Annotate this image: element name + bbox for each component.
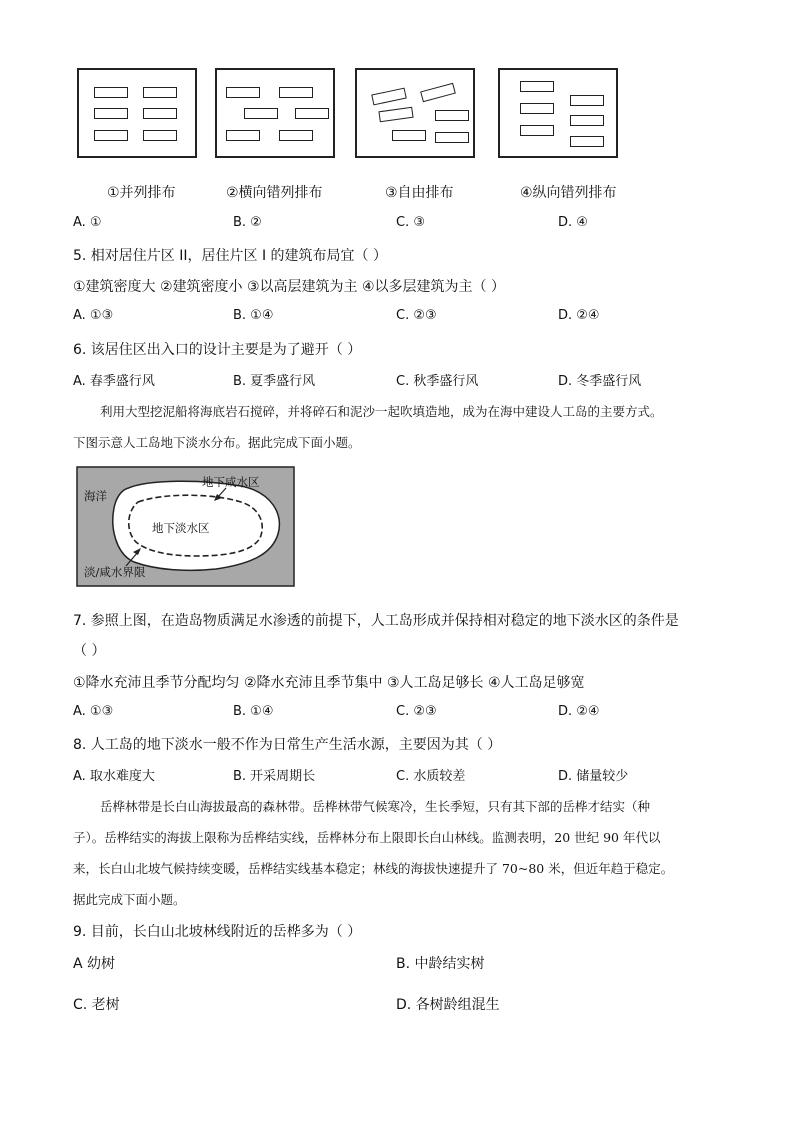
- building-block: [94, 130, 128, 141]
- building-block: [143, 87, 177, 98]
- label-saline-zone: 地下咸水区: [202, 475, 260, 489]
- q5-option-c[interactable]: C. ②③: [396, 308, 437, 323]
- building-block: [378, 107, 413, 123]
- q6-option-d[interactable]: D. 冬季盛行风: [558, 374, 642, 389]
- q5-option-a[interactable]: A. ①③: [73, 308, 114, 323]
- island-map-svg: [76, 466, 295, 587]
- passage-birch-line2: 子）。岳桦结实的海拔上限称为岳桦结实线，岳桦林分布上限即长白山林线。监测表明，20 世纪 90 年代以: [73, 830, 661, 845]
- building-block: [94, 87, 128, 98]
- q7-option-d[interactable]: D. ②④: [558, 704, 600, 719]
- q4-option-c[interactable]: C. ③: [396, 215, 425, 230]
- q4-option-b[interactable]: B. ②: [233, 215, 262, 230]
- building-block: [520, 125, 554, 136]
- layout-diagram-2: [215, 68, 335, 158]
- building-block: [226, 87, 260, 98]
- q7-stem-answer-blank: （ ）: [73, 643, 106, 659]
- building-block: [279, 130, 313, 141]
- q9-stem: 9. 目前，长白山北坡林线附近的岳桦多为（ ）: [73, 924, 362, 940]
- building-block: [520, 81, 554, 92]
- q7-statements: ①降水充沛且季节分配均匀 ②降水充沛且季节集中 ③人工岛足够长 ④人工岛足够宽: [73, 675, 585, 691]
- q7-option-b[interactable]: B. ①④: [233, 704, 274, 719]
- building-block: [435, 110, 469, 121]
- building-block: [520, 103, 554, 114]
- building-block: [392, 130, 426, 141]
- building-block: [420, 83, 456, 102]
- diagram-caption-3: ③自由排布: [385, 185, 454, 201]
- passage-island-line1: 利用大型挖泥船将海底岩石搅碎，并将碎石和泥沙一起吹填造地，成为在海中建设人工岛的主要方式。: [100, 404, 663, 419]
- q6-option-c[interactable]: C. 秋季盛行风: [396, 374, 479, 389]
- label-ocean: 海洋: [84, 489, 107, 503]
- passage-birch-line3: 来，长白山北坡气候持续变暖，岳桦结实线基本稳定；林线的海拔快速提升了 70~80 米，但近年趋于稳定。: [73, 861, 674, 876]
- q5-option-b[interactable]: B. ①④: [233, 308, 274, 323]
- building-block: [143, 108, 177, 119]
- diagram-caption-2: ②横向错列排布: [226, 185, 323, 201]
- q6-option-b[interactable]: B. 夏季盛行风: [233, 374, 316, 389]
- q9-option-b[interactable]: B. 中龄结实树: [396, 956, 485, 972]
- q4-option-a[interactable]: A. ①: [73, 215, 102, 230]
- q8-stem: 8. 人工岛的地下淡水一般不作为日常生产生活水源，主要因为其（ ）: [73, 737, 502, 753]
- label-boundary: 淡/咸水界限: [84, 565, 146, 579]
- building-block: [435, 132, 469, 143]
- building-block: [371, 88, 407, 106]
- building-block: [244, 108, 278, 119]
- q8-option-a[interactable]: A. 取水难度大: [73, 769, 155, 784]
- diagram-caption-1: ①并列排布: [107, 185, 176, 201]
- q9-option-d[interactable]: D. 各树龄组混生: [396, 997, 500, 1013]
- q7-stem: 7. 参照上图，在造岛物质满足水渗透的前提下，人工岛形成并保持相对稳定的地下淡水区的条件是: [73, 613, 679, 629]
- q6-stem: 6. 该居住区出入口的设计主要是为了避开（ ）: [73, 342, 362, 358]
- layout-diagram-1: [77, 68, 197, 158]
- building-block: [570, 115, 604, 126]
- q5-statements: ①建筑密度大 ②建筑密度小 ③以高层建筑为主 ④以多层建筑为主（ ）: [73, 279, 506, 295]
- building-block: [226, 130, 260, 141]
- diagram-caption-4: ④纵向错列排布: [520, 185, 617, 201]
- passage-birch-line4: 据此完成下面小题。: [73, 892, 186, 907]
- q6-option-a[interactable]: A. 春季盛行风: [73, 374, 155, 389]
- building-block: [570, 136, 604, 147]
- building-block: [295, 108, 329, 119]
- q7-option-a[interactable]: A. ①③: [73, 704, 114, 719]
- building-block: [570, 95, 604, 106]
- layout-diagram-4: [498, 68, 618, 158]
- q5-option-d[interactable]: D. ②④: [558, 308, 600, 323]
- building-block: [143, 130, 177, 141]
- q8-option-c[interactable]: C. 水质较差: [396, 769, 466, 784]
- building-block: [94, 108, 128, 119]
- passage-birch-line1: 岳桦林带是长白山海拔最高的森林带。岳桦林带气候寒冷，生长季短，只有其下部的岳桦才结实（种: [100, 799, 651, 814]
- building-block: [279, 87, 313, 98]
- label-fresh-zone: 地下淡水区: [152, 521, 210, 535]
- passage-island-line2: 下图示意人工岛地下淡水分布。据此完成下面小题。: [73, 435, 361, 450]
- q7-option-c[interactable]: C. ②③: [396, 704, 437, 719]
- q8-option-d[interactable]: D. 储量较少: [558, 769, 629, 784]
- q5-stem: 5. 相对居住片区 II，居住片区 I 的建筑布局宜（ ）: [73, 248, 387, 264]
- q8-option-b[interactable]: B. 开采周期长: [233, 769, 316, 784]
- island-groundwater-map: [76, 466, 295, 587]
- q4-option-d[interactable]: D. ④: [558, 215, 588, 230]
- layout-diagram-3: [355, 68, 475, 158]
- q9-option-a[interactable]: A 幼树: [73, 956, 116, 972]
- q9-option-c[interactable]: C. 老树: [73, 997, 120, 1013]
